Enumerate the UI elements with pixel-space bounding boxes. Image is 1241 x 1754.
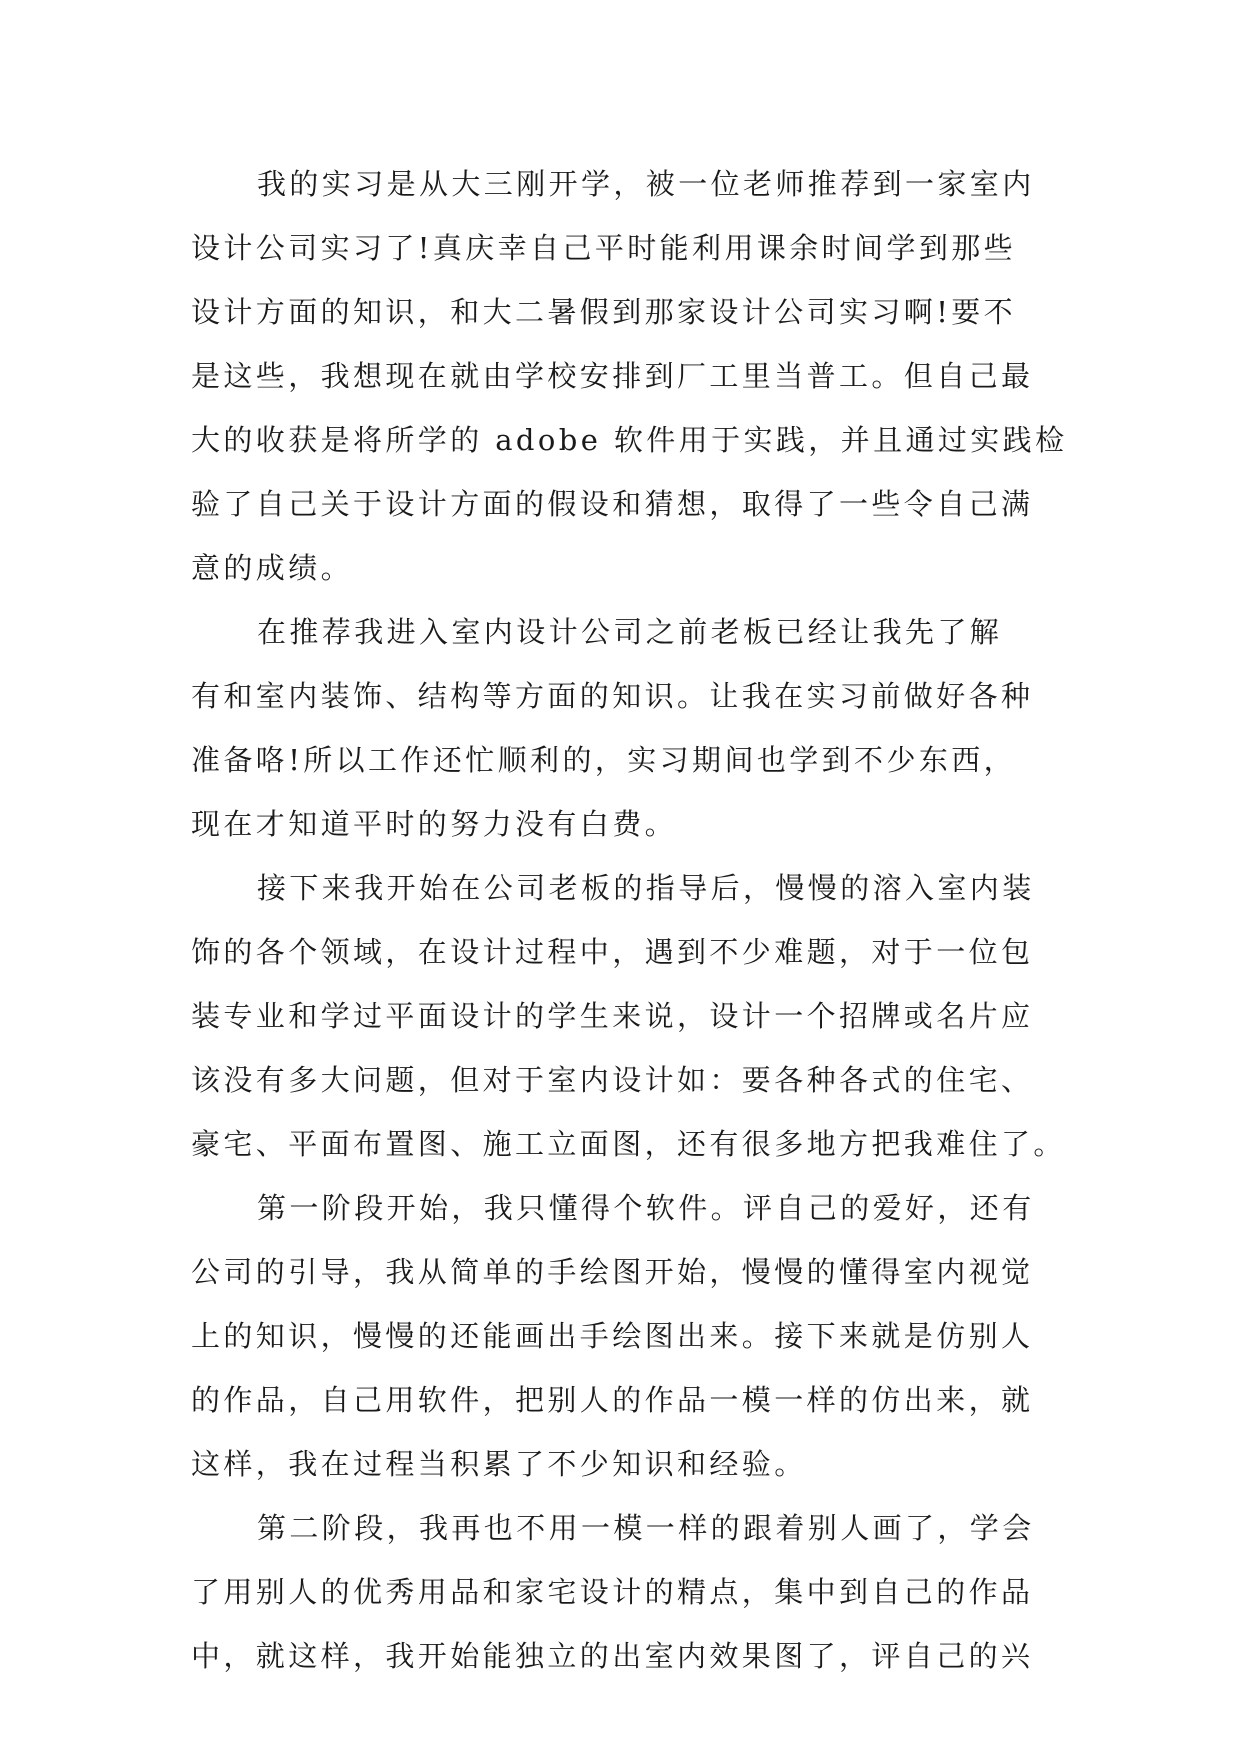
text-line: 现在才知道平时的努力没有白费。	[191, 807, 678, 841]
text-line: 验了自己关于设计方面的假设和猜想，取得了一些令自己满	[191, 487, 1034, 521]
text-line: 准备咯!所以工作还忙顺利的，实习期间也学到不少东西，	[191, 743, 1017, 777]
text-line: 我的实习是从大三刚开学，被一位老师推荐到一家室内	[257, 167, 1035, 201]
text-line: 有和室内装饰、结构等方面的知识。让我在实习前做好各种	[191, 679, 1034, 713]
text-line: 上的知识，慢慢的还能画出手绘图出来。接下来就是仿别人	[191, 1319, 1034, 1353]
text-line: 第一阶段开始，我只懂得个软件。评自己的爱好，还有	[257, 1191, 1035, 1225]
text-line: 豪宅、平面布置图、施工立面图，还有很多地方把我难住了。	[191, 1127, 1066, 1161]
paragraph-2	[191, 600, 1051, 856]
text-line: 接下来我开始在公司老板的指导后，慢慢的溶入室内装	[257, 871, 1035, 905]
text-line: 装专业和学过平面设计的学生来说，设计一个招牌或名片应	[191, 999, 1034, 1033]
text-line: 第二阶段，我再也不用一模一样的跟着别人画了，学会	[257, 1511, 1035, 1545]
text-line: 设计方面的知识，和大二暑假到那家设计公司实习啊!要不	[191, 295, 1017, 329]
paragraph-5	[191, 1496, 1051, 1688]
text-line: 该没有多大问题，但对于室内设计如：要各种各式的住宅、	[191, 1063, 1034, 1097]
text-line: 这样，我在过程当积累了不少知识和经验。	[191, 1447, 807, 1481]
text-line: 饰的各个领域，在设计过程中，遇到不少难题，对于一位包	[191, 935, 1034, 969]
text-line: 公司的引导，我从简单的手绘图开始，慢慢的懂得室内视觉	[191, 1255, 1034, 1289]
paragraph-3	[191, 856, 1066, 1176]
paragraph-1	[191, 152, 1068, 600]
text-line: 在推荐我进入室内设计公司之前老板已经让我先了解	[257, 615, 1003, 649]
text-line: 中，就这样，我开始能独立的出室内效果图了，评自己的兴	[191, 1639, 1034, 1673]
text-line: 是这些，我想现在就由学校安排到厂工里当普工。但自己最	[191, 359, 1034, 393]
text-line: 大的收获是将所学的 adobe 软件用于实践，并且通过实践检	[191, 423, 1068, 457]
body-text	[191, 152, 1068, 1688]
text-line: 的作品，自己用软件，把别人的作品一模一样的仿出来，就	[191, 1383, 1034, 1417]
text-line: 设计公司实习了!真庆幸自己平时能利用课余时间学到那些	[191, 231, 1017, 265]
text-line: 意的成绩。	[191, 551, 354, 585]
paragraph-4	[191, 1176, 1051, 1496]
text-line: 了用别人的优秀用品和家宅设计的精点，集中到自己的作品	[191, 1575, 1034, 1609]
